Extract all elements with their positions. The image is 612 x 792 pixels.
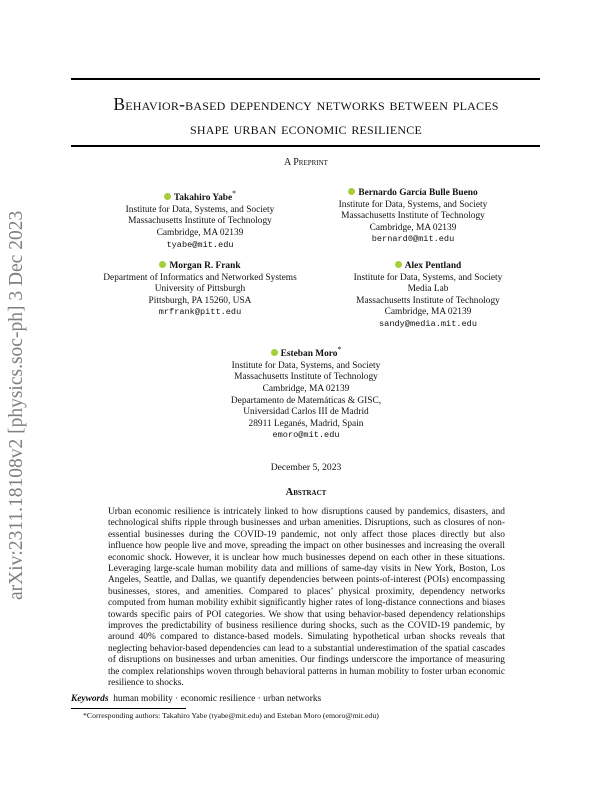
author-email[interactable]: bernard0@mit.edu — [371, 234, 455, 245]
orcid-icon[interactable] — [395, 261, 402, 268]
author-block-pentland — [328, 261, 528, 331]
publication-date: December 5, 2023 — [270, 462, 342, 473]
author-block-yabe — [100, 188, 300, 251]
orcid-icon[interactable] — [348, 188, 355, 195]
corresponding-authors-footnote: *Corresponding authors: Takahiro Yabe (tyabe@mit.edu) and Esteban Moro (emoro@mit.edu) — [83, 711, 379, 720]
affiliation-line: Institute for Data, Systems, and Society — [125, 204, 275, 215]
affiliation-line: Massachusetts Institute of Technology — [341, 211, 485, 222]
keywords-line — [71, 694, 541, 704]
title-bottom-rule — [71, 145, 540, 147]
affiliation-line: Pittsburgh, PA 15260, USA — [148, 295, 252, 306]
author-name: Takahiro Yabe — [173, 193, 233, 204]
paper-title — [60, 92, 552, 140]
affiliation-line: Cambridge, MA 02139 — [369, 222, 457, 233]
affiliation-line: Institute for Data, Systems, and Society — [231, 360, 381, 371]
title-line-2: shape urban economic resilience — [189, 118, 422, 138]
affiliation-line: Massachusetts Institute of Technology — [234, 372, 378, 383]
author-block-garcia-bulle-bueno — [313, 188, 513, 246]
affiliation-line: Department of Informatics and Networked Systems — [103, 272, 297, 283]
abstract-body: Urban economic resilience is intricately linked to how disruptions caused by pandemics, disasters, and technological shifts ripple through businesses and urban amenities. Disruptions, such as closures of non-essential businesses during the COVID-19 pandemic, not only affect those places directly but also influence how people live and move, spreading the impact on other businesses and increasing the overall economic shock. However, it is unclear how much businesses depend on each other in these situations. Leveraging large-scale human mobility data and millions of same-day visits in New York, Boston, Los Angeles, Seattle, and Dallas, we quantify dependencies between points-of-interest (POIs) encompassing businesses, stores, and amenities. Compared to places’ physical proximity, dependency networks computed from human mobility exhibit significantly higher rates of long-distance connections and biases towards specific pairs of POI categories. We show that using behavior-based dependency relationships improves the predictability of business resilience during shocks, such as the COVID-19 pandemic, by around 40% compared to distance-based models. Simulating hypothetical urban shocks reveals that neglecting behavior-based dependencies can lead to a substantial underestimation of the spatial cascades of disruptions on businesses and urban amenities. Our findings underscore the importance of measuring the complex relationships woven through behavioral patterns in human mobility to foster urban economic resilience to shocks. — [108, 507, 505, 689]
arxiv-identifier: arXiv:2311.18108v2 [physics.soc-ph] 3 Dec 2023 — [6, 210, 27, 600]
orcid-icon[interactable] — [164, 193, 171, 200]
author-block-moro — [206, 344, 406, 442]
affiliation-line: Massachusetts Institute of Technology — [356, 295, 500, 306]
author-block-frank — [95, 261, 305, 319]
abstract-heading: Abstract — [285, 487, 327, 498]
author-email[interactable]: emoro@mit.edu — [272, 430, 340, 441]
orcid-icon[interactable] — [159, 261, 166, 268]
footnote-rule — [71, 708, 186, 709]
affiliation-line: Massachusetts Institute of Technology — [128, 216, 272, 227]
affiliation-line: Media Lab — [407, 284, 449, 295]
author-email[interactable]: sandy@media.mit.edu — [379, 318, 477, 329]
affiliation-line: Cambridge, MA 02139 — [262, 383, 350, 394]
affiliation-line: Institute for Data, Systems, and Society — [353, 272, 503, 283]
affiliation-line: Institute for Data, Systems, and Society — [338, 199, 488, 210]
affiliation-line: Cambridge, MA 02139 — [156, 227, 244, 238]
affiliation-line: 28911 Leganés, Madrid, Spain — [248, 418, 364, 429]
author-email[interactable]: mrfrank@pitt.edu — [158, 307, 242, 318]
affiliation-line: Departamento de Matemáticas & GISC, — [230, 395, 382, 406]
preprint-label: A Preprint — [284, 157, 328, 168]
author-email[interactable]: tyabe@mit.edu — [166, 239, 234, 250]
title-line-1: Behavior-based dependency networks between places — [113, 94, 499, 114]
orcid-icon[interactable] — [271, 349, 278, 356]
author-name: Morgan R. Frank — [169, 261, 241, 271]
author-mark: * — [232, 189, 237, 198]
author-mark: * — [337, 345, 342, 354]
author-name: Bernardo García Bulle Bueno — [358, 188, 478, 198]
affiliation-line: Cambridge, MA 02139 — [384, 307, 472, 318]
affiliation-line: Universidad Carlos III de Madrid — [243, 407, 369, 418]
affiliation-line: University of Pittsburgh — [154, 284, 246, 295]
keywords-text: human mobility · economic resilience · urban networks — [113, 694, 322, 704]
keywords-label: Keywords — [71, 694, 109, 704]
top-rule — [71, 78, 540, 80]
author-name: Alex Pentland — [404, 261, 462, 271]
author-name: Esteban Moro — [280, 349, 338, 360]
